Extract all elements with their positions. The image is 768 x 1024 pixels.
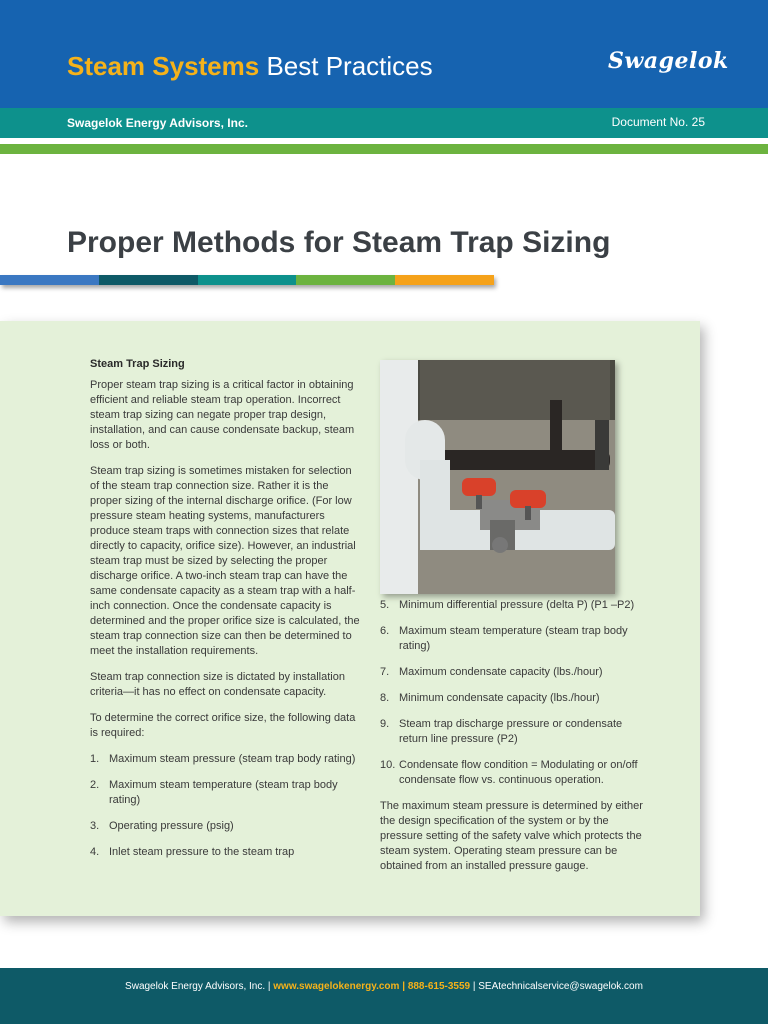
footer-contact [0, 981, 768, 992]
list-item [90, 752, 360, 767]
list-item [90, 778, 360, 808]
color-segment [198, 275, 297, 285]
requirements-list [90, 752, 360, 860]
list-text: Minimum differential pressure (delta P) (P1 –P2) [399, 599, 635, 611]
series-title-strong: Steam Systems [67, 51, 260, 81]
company-name: Swagelok Energy Advisors, Inc. [67, 116, 248, 130]
list-item [380, 691, 650, 706]
list-item [380, 624, 650, 654]
list-item [380, 598, 650, 613]
series-title-rest: Best Practices [266, 51, 433, 81]
list-number: 3. [90, 820, 100, 832]
list-number: 4. [90, 846, 100, 858]
list-text: Minimum condensate capacity (lbs./hour) [399, 692, 600, 704]
document-number: Document No. 25 [611, 115, 705, 129]
green-divider [0, 144, 768, 154]
list-text: Maximum condensate capacity (lbs./hour) [399, 666, 603, 678]
list-item [90, 845, 360, 860]
list-item [380, 758, 650, 788]
footer-company: Swagelok Energy Advisors, Inc. | [125, 981, 271, 992]
list-text: Maximum steam temperature (steam trap body rating) [109, 779, 338, 806]
left-column [90, 357, 360, 871]
document-title: Proper Methods for Steam Trap Sizing [67, 226, 611, 259]
requirements-list-continued [380, 598, 650, 788]
footer-separator: | [402, 981, 406, 992]
phone-link[interactable]: 888-615-3559 [407, 981, 471, 992]
list-item [380, 717, 650, 747]
list-number: 7. [380, 666, 390, 678]
list-item [90, 819, 360, 834]
list-number: 9. [380, 718, 390, 730]
list-number: 8. [380, 692, 390, 704]
steam-trap-illustration [380, 360, 615, 594]
list-text: Inlet steam pressure to the steam trap [109, 846, 295, 858]
closing-paragraph: The maximum steam pressure is determined by either the design specification of the system or by the pressure setting of the safety valve which protects the steam system. Operating steam pressure can be obtained from an installed pressure gauge. [380, 800, 643, 872]
website-link[interactable]: www.swagelokenergy.com [273, 981, 400, 992]
list-text: Maximum steam pressure (steam trap body rating) [109, 753, 356, 765]
paragraph: Proper steam trap sizing is a critical factor in obtaining efficient and reliable steam trap operation. Incorrect steam trap sizing can negate proper trap design, installation, and can cause condensate backup, steam loss or both. [90, 379, 355, 451]
list-text: Condensate flow condition = Modulating or on/off condensate flow vs. continuous operation. [399, 759, 638, 786]
list-number: 1. [90, 753, 100, 765]
paragraph: To determine the correct orifice size, the following data is required: [90, 712, 356, 739]
list-number: 5. [380, 599, 390, 611]
list-number: 10. [380, 759, 396, 771]
right-column [380, 598, 650, 885]
color-segment [296, 275, 395, 285]
series-title [67, 50, 433, 82]
color-segment [0, 275, 99, 285]
color-accent-bar [0, 275, 494, 285]
list-item [380, 665, 650, 680]
list-text: Steam trap discharge pressure or condensate return line pressure (P2) [399, 718, 623, 745]
section-heading: Steam Trap Sizing [90, 358, 185, 370]
footer-separator: | [472, 981, 476, 992]
email-link[interactable]: SEAtechnicalservice@swagelok.com [478, 981, 643, 992]
steam-trap-photo [380, 360, 615, 594]
list-text: Maximum steam temperature (steam trap body rating) [399, 625, 628, 652]
color-segment [395, 275, 494, 285]
footer-band [0, 968, 768, 1024]
list-text: Operating pressure (psig) [109, 820, 234, 832]
color-segment [99, 275, 198, 285]
paragraph: Steam trap connection size is dictated by installation criteria—it has no effect on condensate capacity. [90, 671, 345, 698]
list-number: 2. [90, 779, 100, 791]
list-number: 6. [380, 625, 390, 637]
swagelok-logo: Swagelok [608, 48, 729, 74]
paragraph: Steam trap sizing is sometimes mistaken for selection of the steam trap connection size. Rather it is the proper sizing of the internal discharge orifice. (For low pressure steam heating systems, manufacturers produce steam traps with connection sizes that relate directly to capacity, orifice size). However, an industrial steam trap must be sized by selecting the proper discharge orifice. A two-inch steam trap can have the same condensate capacity as a steam trap with a half-inch connection. Once the condensate capacity is determined and the proper orifice size is calculated, the steam trap connection size can then be determined to meet the installation requirements. [90, 465, 360, 657]
